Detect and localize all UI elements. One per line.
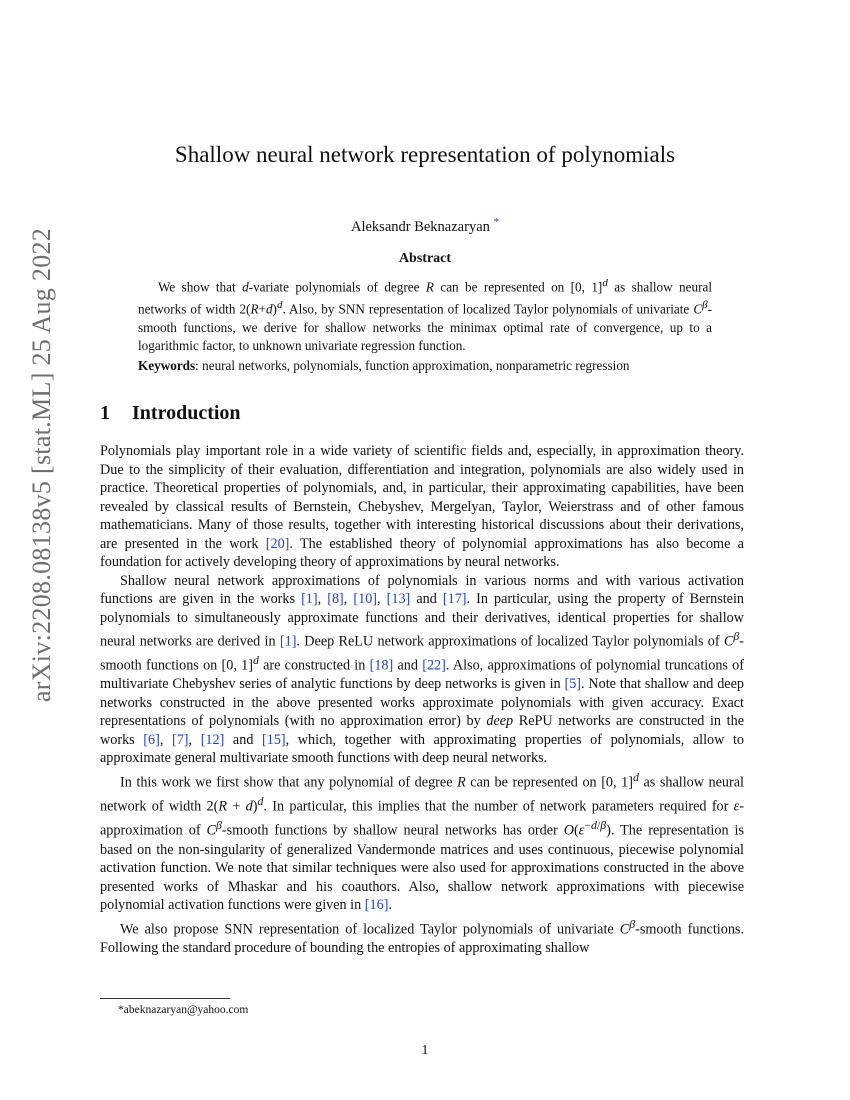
keywords-line	[138, 358, 712, 374]
section-number: 1	[100, 402, 110, 424]
citation-link[interactable]: [1]	[279, 633, 297, 650]
paragraph: In this work we first show that any polynomial of degree R can be represented on [0, 1]$^d$ as shallow neural network of width $2(R + d)^d$. In particular, this implies that the number of network parameters required for ε-approximation of $C^\beta$-smooth functions by shallow neural networks has order $O(\varepsilon^{-d/\beta})$. The representation is based on the non-singularity of generalized Vandermonde matrices and uses continuous, piecewise polynomial activation function. We note that similar techniques were also used for approximations constructed in the above presented works of Mhaskar and his coauthors. Also, shallow network approximations with piecewise polynomial activation functions were given in [16].	[100, 769, 744, 914]
keywords-label: Keywords	[138, 358, 196, 373]
citation-link[interactable]: [6]	[143, 731, 160, 748]
citation-link[interactable]: [13]	[386, 591, 411, 607]
section-body	[100, 442, 744, 957]
citation-link[interactable]: [15]	[262, 731, 286, 748]
author-footnote-mark[interactable]: *	[493, 216, 500, 228]
abstract-text: We show that d-variate polynomials of degree R can be represented on [0, 1]$^d$ as shallow neural networks of width $2(R+d)^d$. Also, by SNN representation of localized Taylor polynomials of univariate $C^\beta$-smooth functions, we derive for shallow networks the minimax optimal rate of convergence, up to a logarithmic factor, to unknown univariate regression function.	[138, 277, 712, 353]
keywords-text: : neural networks, polynomials, function approximation, nonparametric regression	[195, 358, 630, 373]
citation-link[interactable]: [5]	[564, 676, 582, 693]
paragraph: Shallow neural network approximations of polynomials in various norms and with various activation functions are given in the works [1], [8], [10], [13] and [17]. In particular, using the property of Bernstein polynomials to simultaneously approximate functions and their derivatives, identical properties for shallow neural networks are derived in [1]. Deep ReLU network approximations of localized Taylor polynomials of $C^\beta$-smooth functions on [0, 1]$^d$ are constructed in [18] and [22]. Also, approximations of polynomial truncations of multivariate Chebyshev series of analytic functions by deep networks is given in [5]. Note that shallow and deep networks constructed in the above presented works approximate polynomials with given accuracy. Exact representations of polynomials (with no approximation error) by deep RePU networks are constructed in the works [6], [7], [12] and [15], which, together with approximating properties of polynomials, allow to approximate general multivariate smooth functions with deep neural networks.	[100, 572, 745, 767]
paragraph: Polynomials play important role in a wide variety of scientific fields and, especially, in approximation theory. Due to the simplicity of their evaluation, differentiation and integration, polynomials are also widely used in practice. Theoretical properties of polynomials, and, in particular, their approximating capabilities, have been revealed by classical results of Bernstein, Chebyshev, Mergelyan, Taylor, Weierstrass and of other famous mathematicians. Many of those results, together with interesting historical discussions about their derivations, are presented in the work [20]. The established theory of polynomial approximations has also become a foundation for actively developing theory of approximations by neural networks.	[100, 443, 744, 570]
citation-link[interactable]: [17]	[442, 591, 467, 607]
footnote-divider	[100, 998, 230, 999]
paper-title: Shallow neural network representation of polynomials	[174, 142, 676, 168]
citation-link[interactable]: [7]	[171, 731, 189, 748]
citation-link[interactable]: [16]	[364, 897, 389, 914]
citation-link[interactable]: [1]	[301, 591, 318, 607]
section-title: Introduction	[132, 402, 241, 424]
author-line	[0, 216, 850, 236]
page-number: 1	[421, 1043, 429, 1058]
arxiv-identifier-stamp: arXiv:2208.08138v5 [stat.ML] 25 Aug 2022	[27, 227, 56, 703]
section-heading	[100, 402, 241, 425]
abstract-heading: Abstract	[398, 251, 452, 266]
citation-link[interactable]: [12]	[200, 731, 225, 748]
citation-link[interactable]: [22]	[422, 657, 446, 674]
citation-link[interactable]: [8]	[327, 591, 344, 607]
author-name: Aleksandr Beknazaryan	[350, 218, 490, 235]
paragraph: We also propose SNN representation of localized Taylor polynomials of univariate $C^\beta$-smooth functions. Following the standard procedure of bounding the entropies of approximating shallow	[100, 916, 744, 956]
citation-link[interactable]: [10]	[353, 591, 378, 607]
citation-link[interactable]: [18]	[369, 657, 394, 674]
citation-link[interactable]: [20]	[265, 535, 290, 552]
footnote-email: *abeknazaryan@yahoo.com	[118, 1004, 249, 1016]
